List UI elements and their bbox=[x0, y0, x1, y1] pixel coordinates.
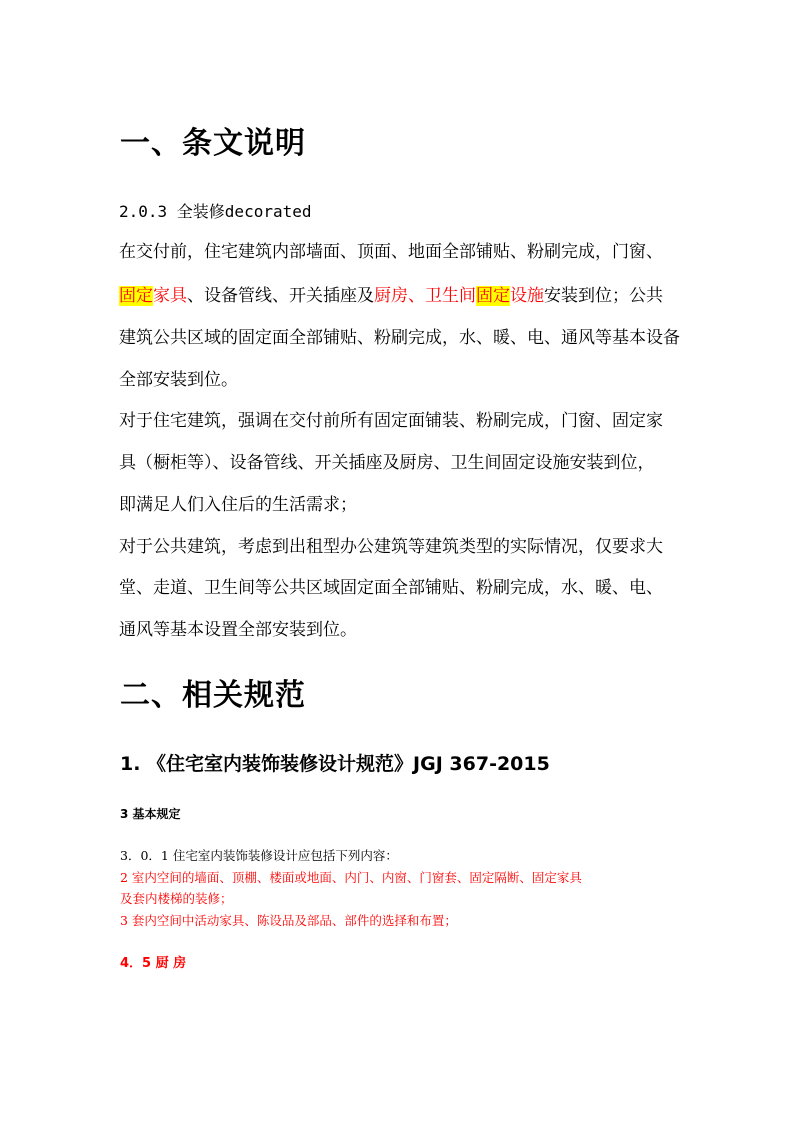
highlighted-term-fixed: 固定 bbox=[119, 286, 153, 306]
red-term-kitchen-bathroom: 厨房、卫生间 bbox=[374, 286, 476, 306]
para1-line1: 在交付前，住宅建筑内部墙面、顶面、地面全部铺贴、粉刷完成，门窗、 bbox=[119, 242, 663, 262]
clause-number: 2.0.3 全装修decorated bbox=[119, 202, 312, 221]
highlighted-term-fixed-2: 固定 bbox=[476, 286, 510, 306]
para3-line2: 堂、走道、卫生间等公共区域固定面全部铺贴、粉刷完成，水、暖、电、 bbox=[119, 578, 663, 598]
item2-line2: 及套内楼梯的装修； bbox=[120, 891, 233, 906]
chapter-heading: 3 基本规定 bbox=[120, 807, 181, 821]
item2-line1: 2 室内空间的墙面、顶棚、楼面或地面、内门、内窗、门窗套、固定隔断、固定家具 bbox=[120, 870, 582, 885]
para1-line2-end: 安装到位；公共 bbox=[544, 286, 663, 306]
para1-line3: 建筑公共区域的固定面全部铺贴、粉刷完成，水、暖、电、通风等基本设备 bbox=[119, 328, 680, 348]
kitchen-heading: 4．5 厨 房 bbox=[120, 956, 187, 971]
para3-line3: 通风等基本设置全部安装到位。 bbox=[119, 620, 357, 640]
para1-line2-text: 、设备管线、开关插座及 bbox=[187, 286, 374, 306]
section2-title: 二、相关规范 bbox=[120, 678, 306, 713]
para2-line1: 对于住宅建筑，强调在交付前所有固定面铺装、粉刷完成，门窗、固定家 bbox=[119, 411, 663, 431]
red-term-furniture: 家具 bbox=[153, 286, 187, 306]
item3: 3 套内空间中活动家具、陈设品及部品、部件的选择和布置； bbox=[120, 913, 457, 928]
para3-line1: 对于公共建筑，考虑到出租型办公建筑等建筑类型的实际情况，仅要求大 bbox=[119, 537, 663, 557]
clause-intro: 3．0．1 住宅室内装饰装修设计应包括下列内容： bbox=[120, 848, 398, 863]
section1-title: 一、条文说明 bbox=[120, 126, 306, 161]
standard-title: 1. 《住宅室内装饰装修设计规范》JGJ 367-2015 bbox=[120, 753, 550, 775]
para1-line4: 全部安装到位。 bbox=[119, 370, 238, 390]
para2-line3: 即满足人们入住后的生活需求； bbox=[119, 495, 357, 515]
red-term-facilities: 设施 bbox=[510, 286, 544, 306]
para2-line2: 具（橱柜等）、设备管线、开关插座及厨房、卫生间固定设施安装到位， bbox=[119, 453, 655, 473]
para1-line2 bbox=[119, 284, 663, 308]
